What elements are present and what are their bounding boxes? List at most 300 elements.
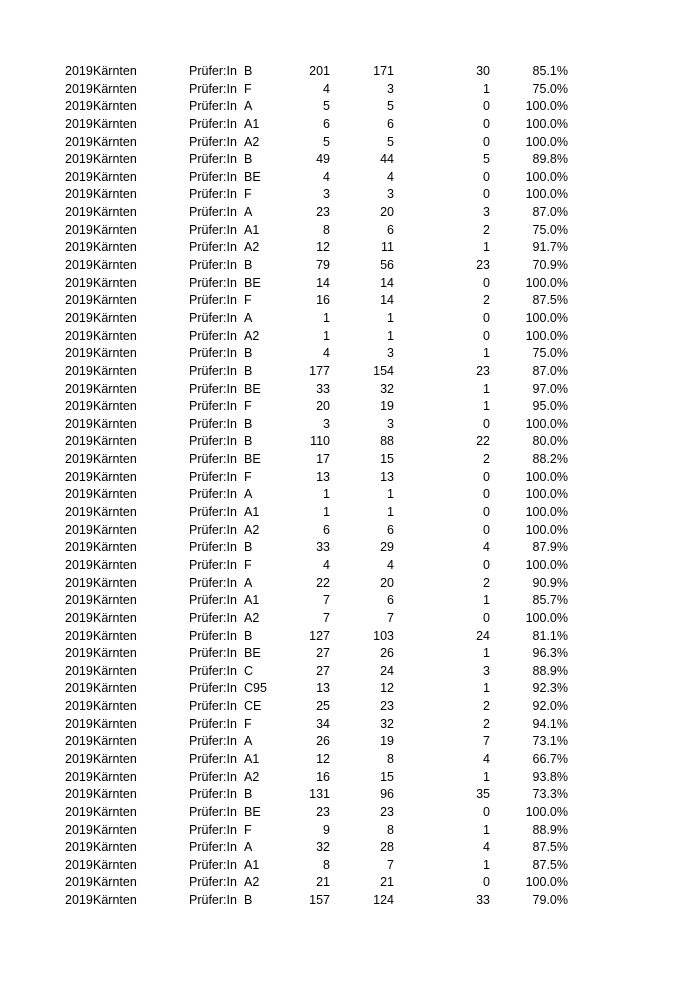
- passed-count-cell: 1: [387, 487, 394, 502]
- total-count-cell: 16: [316, 769, 330, 784]
- table-row: [0, 575, 700, 593]
- year-cell: 2019: [65, 840, 93, 855]
- passed-count-cell: 124: [373, 893, 394, 908]
- examiner-cell: Prüfer:In: [189, 769, 237, 784]
- state-cell: Kärnten: [93, 557, 137, 572]
- passed-count-cell: 24: [380, 663, 394, 678]
- failed-count-cell: 0: [483, 116, 490, 131]
- table-row: [0, 469, 700, 487]
- examiner-cell: Prüfer:In: [189, 187, 237, 202]
- license-class-cell: B: [244, 363, 253, 378]
- failed-count-cell: 0: [483, 610, 490, 625]
- examiner-cell: Prüfer:In: [189, 840, 237, 855]
- passed-count-cell: 15: [380, 452, 394, 467]
- total-count-cell: 1: [323, 505, 330, 520]
- total-count-cell: 14: [316, 275, 330, 290]
- table-row: [0, 645, 700, 663]
- pass-rate-cell: 80.0%: [532, 434, 568, 449]
- pass-rate-cell: 100.0%: [525, 187, 568, 202]
- passed-count-cell: 19: [380, 734, 394, 749]
- total-count-cell: 27: [316, 646, 330, 661]
- year-cell: 2019: [65, 681, 93, 696]
- license-class-cell: A1: [244, 751, 260, 766]
- total-count-cell: 3: [323, 187, 330, 202]
- table-row: [0, 345, 700, 363]
- license-class-cell: A2: [244, 875, 260, 890]
- total-count-cell: 33: [316, 540, 330, 555]
- state-cell: Kärnten: [93, 610, 137, 625]
- pass-rate-cell: 100.0%: [525, 99, 568, 114]
- failed-count-cell: 3: [483, 205, 490, 220]
- passed-count-cell: 19: [380, 399, 394, 414]
- year-cell: 2019: [65, 522, 93, 537]
- total-count-cell: 49: [316, 152, 330, 167]
- passed-count-cell: 7: [387, 610, 394, 625]
- pass-rate-cell: 91.7%: [532, 240, 568, 255]
- license-class-cell: C: [244, 663, 254, 678]
- failed-count-cell: 4: [483, 840, 490, 855]
- pass-rate-cell: 73.3%: [532, 787, 568, 802]
- year-cell: 2019: [65, 363, 93, 378]
- license-class-cell: BE: [244, 275, 261, 290]
- examiner-cell: Prüfer:In: [189, 169, 237, 184]
- passed-count-cell: 3: [387, 187, 394, 202]
- failed-count-cell: 0: [483, 522, 490, 537]
- pass-rate-cell: 92.3%: [532, 681, 568, 696]
- pass-rate-cell: 90.9%: [532, 575, 568, 590]
- year-cell: 2019: [65, 328, 93, 343]
- total-count-cell: 22: [316, 575, 330, 590]
- state-cell: Kärnten: [93, 258, 137, 273]
- year-cell: 2019: [65, 751, 93, 766]
- pass-rate-cell: 94.1%: [532, 716, 568, 731]
- license-class-cell: F: [244, 81, 252, 96]
- failed-count-cell: 2: [483, 699, 490, 714]
- passed-count-cell: 5: [387, 134, 394, 149]
- data-table: [0, 63, 700, 910]
- state-cell: Kärnten: [93, 187, 137, 202]
- failed-count-cell: 1: [483, 346, 490, 361]
- table-row: [0, 663, 700, 681]
- year-cell: 2019: [65, 64, 93, 78]
- license-class-cell: F: [244, 557, 252, 572]
- examiner-cell: Prüfer:In: [189, 822, 237, 837]
- table-row: [0, 769, 700, 787]
- pass-rate-cell: 100.0%: [525, 469, 568, 484]
- state-cell: Kärnten: [93, 205, 137, 220]
- table-row: [0, 204, 700, 222]
- total-count-cell: 5: [323, 99, 330, 114]
- state-cell: Kärnten: [93, 64, 137, 78]
- examiner-cell: Prüfer:In: [189, 628, 237, 643]
- pass-rate-cell: 100.0%: [525, 416, 568, 431]
- year-cell: 2019: [65, 205, 93, 220]
- table-row: [0, 116, 700, 134]
- failed-count-cell: 23: [476, 258, 490, 273]
- table-row: [0, 292, 700, 310]
- license-class-cell: B: [244, 64, 253, 78]
- license-class-cell: A2: [244, 240, 260, 255]
- year-cell: 2019: [65, 822, 93, 837]
- table-row: [0, 557, 700, 575]
- table-row: [0, 81, 700, 99]
- license-class-cell: B: [244, 346, 253, 361]
- table-row: [0, 416, 700, 434]
- examiner-cell: Prüfer:In: [189, 222, 237, 237]
- table-row: [0, 733, 700, 751]
- license-class-cell: C95: [244, 681, 267, 696]
- table-row: [0, 874, 700, 892]
- year-cell: 2019: [65, 593, 93, 608]
- state-cell: Kärnten: [93, 769, 137, 784]
- examiner-cell: Prüfer:In: [189, 275, 237, 290]
- state-cell: Kärnten: [93, 452, 137, 467]
- state-cell: Kärnten: [93, 346, 137, 361]
- state-cell: Kärnten: [93, 575, 137, 590]
- table-row: [0, 786, 700, 804]
- table-row: [0, 839, 700, 857]
- total-count-cell: 4: [323, 557, 330, 572]
- total-count-cell: 12: [316, 751, 330, 766]
- license-class-cell: F: [244, 469, 252, 484]
- year-cell: 2019: [65, 699, 93, 714]
- table-row: [0, 328, 700, 346]
- year-cell: 2019: [65, 381, 93, 396]
- license-class-cell: A: [244, 840, 253, 855]
- state-cell: Kärnten: [93, 152, 137, 167]
- passed-count-cell: 56: [380, 258, 394, 273]
- table-row: [0, 451, 700, 469]
- state-cell: Kärnten: [93, 822, 137, 837]
- year-cell: 2019: [65, 434, 93, 449]
- year-cell: 2019: [65, 452, 93, 467]
- table-row: [0, 239, 700, 257]
- failed-count-cell: 5: [483, 152, 490, 167]
- year-cell: 2019: [65, 575, 93, 590]
- passed-count-cell: 11: [381, 240, 394, 255]
- examiner-cell: Prüfer:In: [189, 663, 237, 678]
- year-cell: 2019: [65, 716, 93, 731]
- year-cell: 2019: [65, 346, 93, 361]
- pass-rate-cell: 92.0%: [532, 699, 568, 714]
- license-class-cell: B: [244, 628, 253, 643]
- table-row: [0, 398, 700, 416]
- passed-count-cell: 96: [380, 787, 394, 802]
- table-row: [0, 751, 700, 769]
- passed-count-cell: 8: [387, 822, 394, 837]
- year-cell: 2019: [65, 258, 93, 273]
- failed-count-cell: 35: [476, 787, 490, 802]
- failed-count-cell: 0: [483, 875, 490, 890]
- total-count-cell: 1: [323, 310, 330, 325]
- license-class-cell: BE: [244, 804, 261, 819]
- total-count-cell: 1: [323, 487, 330, 502]
- examiner-cell: Prüfer:In: [189, 610, 237, 625]
- table-row: [0, 63, 700, 81]
- license-class-cell: A: [244, 734, 253, 749]
- table-row: [0, 822, 700, 840]
- state-cell: Kärnten: [93, 540, 137, 555]
- failed-count-cell: 2: [483, 452, 490, 467]
- failed-count-cell: 0: [483, 487, 490, 502]
- table-row: [0, 486, 700, 504]
- year-cell: 2019: [65, 487, 93, 502]
- year-cell: 2019: [65, 81, 93, 96]
- total-count-cell: 9: [323, 822, 330, 837]
- state-cell: Kärnten: [93, 716, 137, 731]
- license-class-cell: F: [244, 187, 252, 202]
- total-count-cell: 20: [316, 399, 330, 414]
- table-row: [0, 698, 700, 716]
- total-count-cell: 1: [323, 328, 330, 343]
- total-count-cell: 6: [323, 522, 330, 537]
- pass-rate-cell: 85.1%: [532, 64, 568, 78]
- license-class-cell: A1: [244, 116, 260, 131]
- pass-rate-cell: 79.0%: [532, 893, 568, 908]
- passed-count-cell: 21: [380, 875, 394, 890]
- passed-count-cell: 26: [380, 646, 394, 661]
- pass-rate-cell: 75.0%: [532, 81, 568, 96]
- table-row: [0, 98, 700, 116]
- state-cell: Kärnten: [93, 857, 137, 872]
- failed-count-cell: 1: [483, 240, 490, 255]
- examiner-cell: Prüfer:In: [189, 487, 237, 502]
- table-row: [0, 381, 700, 399]
- examiner-cell: Prüfer:In: [189, 787, 237, 802]
- passed-count-cell: 6: [387, 116, 394, 131]
- state-cell: Kärnten: [93, 681, 137, 696]
- year-cell: 2019: [65, 610, 93, 625]
- total-count-cell: 5: [323, 134, 330, 149]
- total-count-cell: 25: [316, 699, 330, 714]
- total-count-cell: 13: [316, 681, 330, 696]
- state-cell: Kärnten: [93, 663, 137, 678]
- failed-count-cell: 0: [483, 99, 490, 114]
- state-cell: Kärnten: [93, 116, 137, 131]
- state-cell: Kärnten: [93, 134, 137, 149]
- license-class-cell: A2: [244, 522, 260, 537]
- examiner-cell: Prüfer:In: [189, 328, 237, 343]
- examiner-cell: Prüfer:In: [189, 804, 237, 819]
- pass-rate-cell: 100.0%: [525, 557, 568, 572]
- pass-rate-cell: 100.0%: [525, 134, 568, 149]
- examiner-cell: Prüfer:In: [189, 258, 237, 273]
- total-count-cell: 6: [323, 116, 330, 131]
- total-count-cell: 127: [309, 628, 330, 643]
- pass-rate-cell: 95.0%: [532, 399, 568, 414]
- examiner-cell: Prüfer:In: [189, 293, 237, 308]
- total-count-cell: 157: [309, 893, 330, 908]
- total-count-cell: 4: [323, 81, 330, 96]
- license-class-cell: B: [244, 152, 253, 167]
- passed-count-cell: 5: [387, 99, 394, 114]
- state-cell: Kärnten: [93, 840, 137, 855]
- year-cell: 2019: [65, 293, 93, 308]
- state-cell: Kärnten: [93, 399, 137, 414]
- examiner-cell: Prüfer:In: [189, 875, 237, 890]
- total-count-cell: 26: [316, 734, 330, 749]
- passed-count-cell: 3: [387, 416, 394, 431]
- license-class-cell: A2: [244, 134, 260, 149]
- pass-rate-cell: 100.0%: [525, 328, 568, 343]
- pass-rate-cell: 100.0%: [525, 875, 568, 890]
- total-count-cell: 8: [323, 857, 330, 872]
- license-class-cell: A: [244, 487, 253, 502]
- examiner-cell: Prüfer:In: [189, 681, 237, 696]
- failed-count-cell: 1: [483, 381, 490, 396]
- passed-count-cell: 1: [387, 310, 394, 325]
- pass-rate-cell: 85.7%: [532, 593, 568, 608]
- passed-count-cell: 20: [380, 575, 394, 590]
- license-class-cell: F: [244, 822, 252, 837]
- total-count-cell: 7: [323, 610, 330, 625]
- year-cell: 2019: [65, 663, 93, 678]
- passed-count-cell: 20: [380, 205, 394, 220]
- pass-rate-cell: 70.9%: [532, 258, 568, 273]
- state-cell: Kärnten: [93, 275, 137, 290]
- state-cell: Kärnten: [93, 628, 137, 643]
- failed-count-cell: 1: [483, 857, 490, 872]
- passed-count-cell: 23: [380, 804, 394, 819]
- pass-rate-cell: 87.5%: [532, 293, 568, 308]
- examiner-cell: Prüfer:In: [189, 522, 237, 537]
- total-count-cell: 131: [309, 787, 330, 802]
- failed-count-cell: 0: [483, 169, 490, 184]
- total-count-cell: 23: [316, 804, 330, 819]
- state-cell: Kärnten: [93, 222, 137, 237]
- pass-rate-cell: 88.9%: [532, 822, 568, 837]
- state-cell: Kärnten: [93, 734, 137, 749]
- failed-count-cell: 33: [476, 893, 490, 908]
- year-cell: 2019: [65, 116, 93, 131]
- pass-rate-cell: 100.0%: [525, 116, 568, 131]
- pass-rate-cell: 93.8%: [532, 769, 568, 784]
- failed-count-cell: 1: [483, 593, 490, 608]
- year-cell: 2019: [65, 187, 93, 202]
- passed-count-cell: 1: [387, 328, 394, 343]
- year-cell: 2019: [65, 734, 93, 749]
- pass-rate-cell: 96.3%: [532, 646, 568, 661]
- license-class-cell: F: [244, 399, 252, 414]
- year-cell: 2019: [65, 893, 93, 908]
- table-row: [0, 680, 700, 698]
- examiner-cell: Prüfer:In: [189, 240, 237, 255]
- license-class-cell: A: [244, 575, 253, 590]
- license-class-cell: A1: [244, 222, 260, 237]
- examiner-cell: Prüfer:In: [189, 152, 237, 167]
- license-class-cell: A: [244, 310, 253, 325]
- examiner-cell: Prüfer:In: [189, 116, 237, 131]
- examiner-cell: Prüfer:In: [189, 716, 237, 731]
- failed-count-cell: 3: [483, 663, 490, 678]
- state-cell: Kärnten: [93, 328, 137, 343]
- year-cell: 2019: [65, 787, 93, 802]
- state-cell: Kärnten: [93, 751, 137, 766]
- license-class-cell: A2: [244, 610, 260, 625]
- examiner-cell: Prüfer:In: [189, 505, 237, 520]
- passed-count-cell: 154: [373, 363, 394, 378]
- state-cell: Kärnten: [93, 240, 137, 255]
- table-row: [0, 169, 700, 187]
- pass-rate-cell: 88.2%: [532, 452, 568, 467]
- passed-count-cell: 14: [380, 293, 394, 308]
- year-cell: 2019: [65, 310, 93, 325]
- failed-count-cell: 0: [483, 416, 490, 431]
- state-cell: Kärnten: [93, 699, 137, 714]
- license-class-cell: B: [244, 258, 253, 273]
- examiner-cell: Prüfer:In: [189, 205, 237, 220]
- pass-rate-cell: 89.8%: [532, 152, 568, 167]
- year-cell: 2019: [65, 769, 93, 784]
- passed-count-cell: 6: [387, 593, 394, 608]
- total-count-cell: 13: [316, 469, 330, 484]
- pass-rate-cell: 75.0%: [532, 346, 568, 361]
- year-cell: 2019: [65, 240, 93, 255]
- passed-count-cell: 3: [387, 81, 394, 96]
- passed-count-cell: 32: [380, 716, 394, 731]
- pass-rate-cell: 73.1%: [532, 734, 568, 749]
- failed-count-cell: 0: [483, 557, 490, 572]
- pass-rate-cell: 88.9%: [532, 663, 568, 678]
- passed-count-cell: 3: [387, 346, 394, 361]
- total-count-cell: 201: [309, 64, 330, 78]
- failed-count-cell: 2: [483, 716, 490, 731]
- examiner-cell: Prüfer:In: [189, 381, 237, 396]
- failed-count-cell: 24: [476, 628, 490, 643]
- total-count-cell: 3: [323, 416, 330, 431]
- pass-rate-cell: 100.0%: [525, 275, 568, 290]
- license-class-cell: A: [244, 99, 253, 114]
- failed-count-cell: 30: [476, 64, 490, 78]
- state-cell: Kärnten: [93, 487, 137, 502]
- license-class-cell: F: [244, 293, 252, 308]
- state-cell: Kärnten: [93, 469, 137, 484]
- table-row: [0, 222, 700, 240]
- passed-count-cell: 171: [373, 64, 394, 78]
- total-count-cell: 17: [316, 452, 330, 467]
- table-row: [0, 539, 700, 557]
- examiner-cell: Prüfer:In: [189, 893, 237, 908]
- table-row: [0, 610, 700, 628]
- failed-count-cell: 0: [483, 469, 490, 484]
- state-cell: Kärnten: [93, 646, 137, 661]
- total-count-cell: 32: [316, 840, 330, 855]
- examiner-cell: Prüfer:In: [189, 363, 237, 378]
- pass-rate-cell: 100.0%: [525, 610, 568, 625]
- license-class-cell: A1: [244, 593, 260, 608]
- total-count-cell: 177: [309, 363, 330, 378]
- examiner-cell: Prüfer:In: [189, 734, 237, 749]
- passed-count-cell: 4: [387, 169, 394, 184]
- table-row: [0, 151, 700, 169]
- year-cell: 2019: [65, 505, 93, 520]
- year-cell: 2019: [65, 134, 93, 149]
- table-row: [0, 310, 700, 328]
- passed-count-cell: 44: [380, 152, 394, 167]
- table-row: [0, 275, 700, 293]
- examiner-cell: Prüfer:In: [189, 134, 237, 149]
- failed-count-cell: 22: [476, 434, 490, 449]
- failed-count-cell: 7: [483, 734, 490, 749]
- examiner-cell: Prüfer:In: [189, 469, 237, 484]
- examiner-cell: Prüfer:In: [189, 699, 237, 714]
- table-row: [0, 186, 700, 204]
- license-class-cell: BE: [244, 169, 261, 184]
- year-cell: 2019: [65, 875, 93, 890]
- pass-rate-cell: 100.0%: [525, 487, 568, 502]
- state-cell: Kärnten: [93, 293, 137, 308]
- examiner-cell: Prüfer:In: [189, 399, 237, 414]
